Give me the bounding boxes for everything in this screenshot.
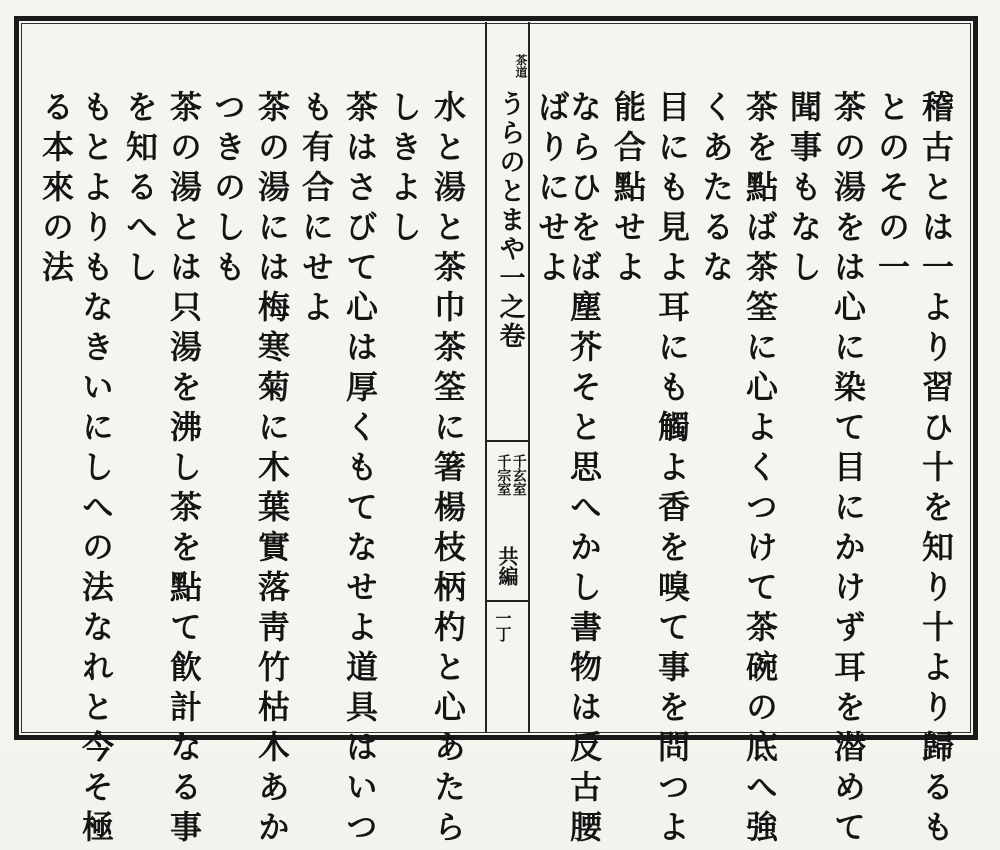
title-rule: [487, 440, 528, 442]
left-page-line-4: も有合にせよ: [297, 90, 335, 330]
category-label: 茶道: [514, 54, 528, 78]
left-page-line-6: つきのしも: [209, 90, 247, 290]
right-page-line-5: 茶を點ば茶筌に心よくつけて茶碗の底へ強: [741, 90, 779, 850]
right-page-line-10: ばりにせよ: [533, 90, 571, 290]
authors: [495, 454, 526, 496]
left-page-line-2: しきよし: [385, 90, 423, 250]
right-page-line-8: 能合點せよ: [609, 90, 647, 290]
right-page-line-1: 稽古とは一より習ひ十を知り十より歸るも: [917, 90, 955, 850]
right-page-line-2: とのその一: [873, 90, 911, 290]
book-title: うらのとまや一之卷: [495, 90, 525, 351]
left-page-line-5: 茶の湯には梅寒菊に木葉實落靑竹枯木あか: [253, 90, 291, 850]
right-page-line-9: ならひをば塵芥そと思へかし書物は反古腰: [565, 90, 603, 850]
right-page-line-7: 目にも見よ耳にも觸よ香を嗅て事を問つよ: [653, 90, 691, 850]
left-page-line-10: る本來の法: [37, 90, 75, 290]
center-heading: [487, 22, 528, 732]
page-number: 一丁: [493, 610, 512, 642]
left-page-line-1: 水と湯と茶巾茶筌に箸楊枝柄杓と心あたら: [429, 90, 467, 850]
left-page-line-7: 茶の湯とは只湯を沸し茶を點て飮計なる事: [165, 90, 203, 850]
left-page-line-3: 茶はさびて心は厚くもてなせよ道具はいつ: [341, 90, 379, 850]
right-page-line-4: 聞事もなし: [785, 90, 823, 290]
left-page-line-8: を知るへし: [121, 90, 159, 290]
author-2: 千宗室: [495, 454, 512, 496]
author-1: 千玄室: [510, 454, 527, 496]
pageno-rule: [487, 600, 528, 602]
edit-mark: 共編: [495, 546, 519, 586]
left-page-line-9: もとよりもなきいにしへの法なれと今そ極: [77, 90, 115, 850]
right-page-line-3: 茶の湯をは心に染て目にかけず耳を潜めて: [829, 90, 867, 850]
right-page-line-6: くあたるな: [697, 90, 735, 290]
